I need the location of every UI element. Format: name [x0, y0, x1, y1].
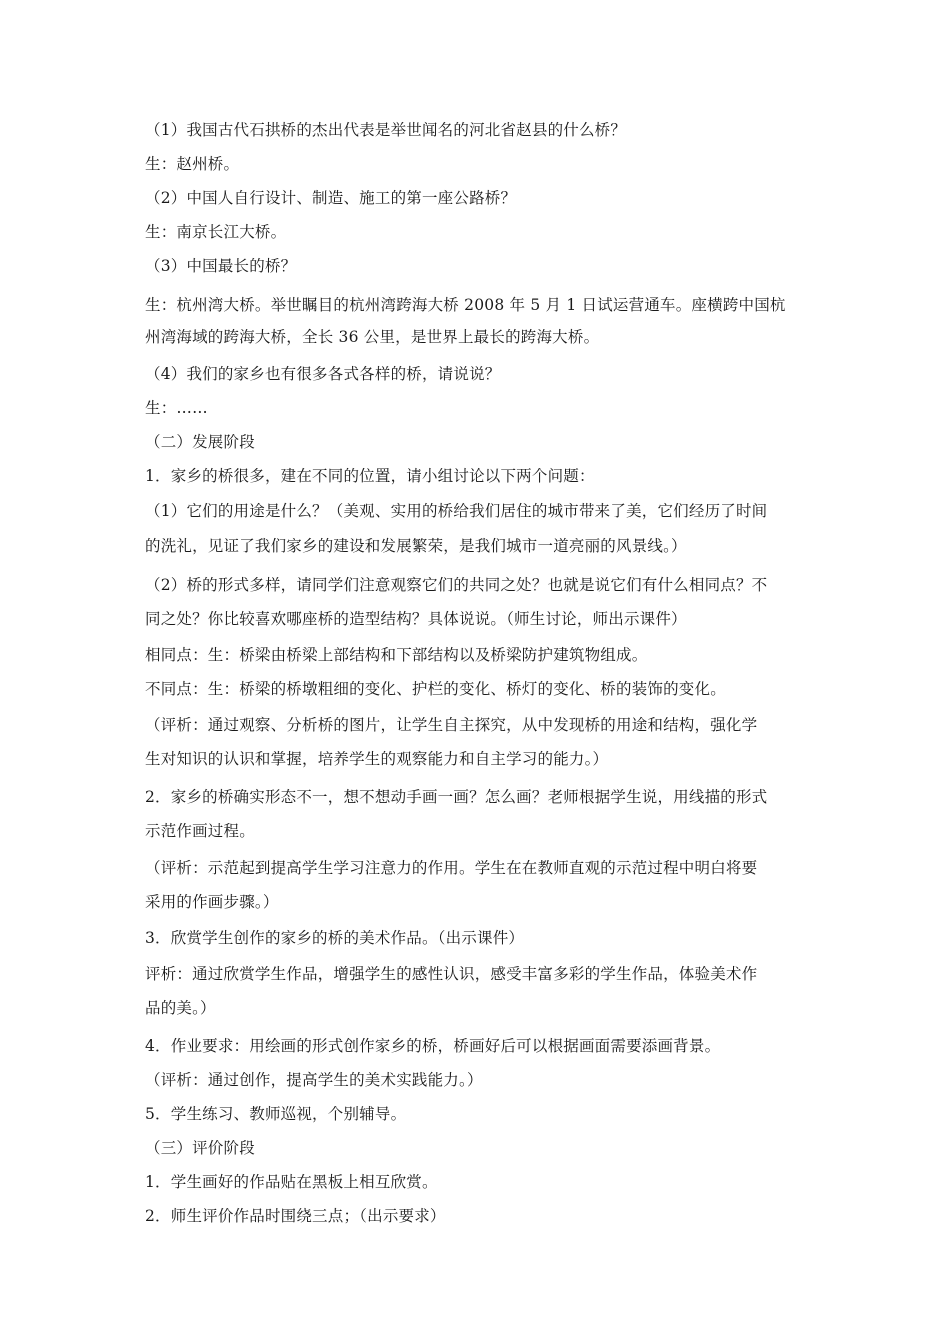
- text-line: 不同点：生：桥梁的桥墩粗细的变化、护栏的变化、桥灯的变化、桥的装饰的变化。: [145, 680, 726, 698]
- text-line: 2．师生评价作品时围绕三点；（出示要求）: [145, 1207, 446, 1225]
- text-line: 评析：通过欣赏学生作品，增强学生的感性认识，感受丰富多彩的学生作品，体验美术作: [145, 965, 758, 983]
- text-line: （2）中国人自行设计、制造、施工的第一座公路桥？: [145, 189, 517, 207]
- text-line: （评析：示范起到提高学生学习注意力的作用。学生在在教师直观的示范过程中明白将要: [145, 859, 758, 877]
- text-line: （评析：通过观察、分析桥的图片，让学生自主探究，从中发现桥的用途和结构，强化学: [145, 716, 758, 734]
- text-line: 同之处？你比较喜欢哪座桥的造型结构？具体说说。（师生讨论，师出示课件）: [145, 610, 687, 628]
- text-line: （2）桥的形式多样，请同学们注意观察它们的共同之处？也就是说它们有什么相同点？不: [145, 576, 768, 594]
- text-line: 3．欣赏学生创作的家乡的桥的美术作品。（出示课件）: [145, 929, 525, 947]
- text-line: 生：杭州湾大桥。举世瞩目的杭州湾跨海大桥 2008 年 5 月 1 日试运营通车。座横跨中国杭: [145, 296, 786, 314]
- text-line: 生：南京长江大桥。: [145, 223, 287, 241]
- section-heading: （三）评价阶段: [145, 1139, 255, 1157]
- text-line: 生：赵州桥。: [145, 155, 240, 173]
- text-line: 的洗礼，见证了我们家乡的建设和发展繁荣，是我们城市一道亮丽的风景线。）: [145, 537, 687, 555]
- text-line: 5．学生练习、教师巡视，个别辅导。: [145, 1105, 407, 1123]
- text-line: 相同点：生：桥梁由桥梁上部结构和下部结构以及桥梁防护建筑物组成。: [145, 646, 648, 664]
- text-line: 示范作画过程。: [145, 822, 255, 840]
- text-line: 品的美。）: [145, 999, 216, 1017]
- text-line: （1）它们的用途是什么？（美观、实用的桥给我们居住的城市带来了美，它们经历了时间: [145, 502, 768, 520]
- text-line: （1）我国古代石拱桥的杰出代表是举世闻名的河北省赵县的什么桥？: [145, 121, 627, 139]
- text-line: 采用的作画步骤。）: [145, 893, 279, 911]
- section-heading: （二）发展阶段: [145, 433, 255, 451]
- text-line: （4）我们的家乡也有很多各式各样的桥，请说说？: [145, 365, 501, 383]
- text-line: 2．家乡的桥确实形态不一，想不想动手画一画？怎么画？老师根据学生说，用线描的形式: [145, 788, 768, 806]
- text-line: 生对知识的认识和掌握，培养学生的观察能力和自主学习的能力。）: [145, 750, 609, 768]
- text-line: 生：……: [145, 399, 208, 417]
- text-line: （评析：通过创作，提高学生的美术实践能力。）: [145, 1071, 483, 1089]
- text-line: （3）中国最长的桥？: [145, 257, 297, 275]
- text-line: 1．家乡的桥很多，建在不同的位置，请小组讨论以下两个问题：: [145, 467, 595, 485]
- text-line: 4．作业要求：用绘画的形式创作家乡的桥，桥画好后可以根据画面需要添画背景。: [145, 1037, 721, 1055]
- text-line: 州湾海域的跨海大桥，全长 36 公里，是世界上最长的跨海大桥。: [145, 328, 600, 346]
- text-line: 1．学生画好的作品贴在黑板上相互欣赏。: [145, 1173, 438, 1191]
